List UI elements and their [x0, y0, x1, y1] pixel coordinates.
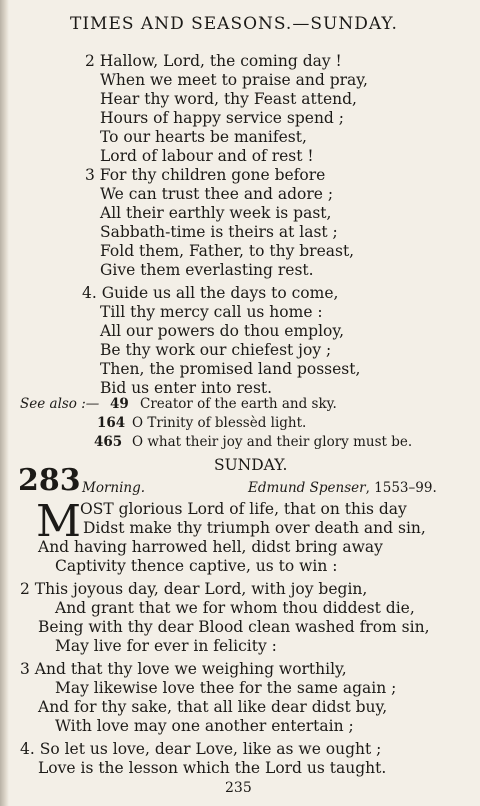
verse-line: To our hearts be manifest,: [100, 128, 307, 146]
hymn-line: 3 And that thy love we weighing worthily,: [20, 660, 347, 678]
running-header: TIMES AND SEASONS.—SUNDAY.: [70, 14, 398, 34]
hymn-line: With love may one another entertain ;: [55, 717, 354, 735]
hymn-title: SUNDAY.: [214, 456, 288, 474]
hymn-line: May likewise love thee for the same again ;: [55, 679, 397, 697]
hymn-line: And for thy sake, that all like dear didst buy,: [38, 698, 388, 716]
page-number: 235: [225, 780, 252, 796]
verse-line: Give them everlasting rest.: [100, 261, 314, 279]
verse-line: When we meet to praise and pray,: [100, 71, 368, 89]
verse-line: Fold them, Father, to thy breast,: [100, 242, 355, 260]
hymn-number: 283: [18, 463, 81, 498]
hymn-line: OST glorious Lord of life, that on this day: [80, 500, 407, 518]
verse-line: Lord of labour and of rest !: [100, 147, 314, 165]
hymn-author: Edmund Spenser: [248, 480, 366, 496]
hymn-author-dates: , 1553–99.: [365, 480, 437, 496]
hymn-line: 4. So let us love, dear Love, like as we ought ;: [20, 740, 382, 758]
see-also-ref-number: 465: [94, 434, 123, 450]
verse-line: Hear thy word, thy Feast attend,: [100, 90, 357, 108]
verse-line: Then, the promised land possest,: [100, 360, 361, 378]
hymn-line: Love is the lesson which the Lord us taught.: [38, 759, 387, 777]
verse-line: Sabbath-time is theirs at last ;: [100, 223, 338, 241]
verse-line: 2 Hallow, Lord, the coming day !: [85, 52, 342, 70]
hymn-line: And grant that we for whom thou diddest die,: [55, 599, 415, 617]
hymn-attribution: [248, 480, 437, 496]
page-binding-shadow: [0, 0, 9, 806]
verse-line: 3 For thy children gone before: [85, 166, 326, 184]
hymn-line: 2 This joyous day, dear Lord, with joy begin,: [20, 580, 368, 598]
see-also-ref-number: 49: [110, 396, 129, 412]
hymn-line: And having harrowed hell, didst bring away: [38, 538, 383, 556]
hymn-line: Didst make thy triumph over death and sin,: [83, 519, 426, 537]
verse-line: Till thy mercy call us home :: [100, 303, 323, 321]
hymn-time: Morning.: [82, 480, 146, 496]
see-also-ref-number: 164: [97, 415, 126, 431]
see-also-ref-title: Creator of the earth and sky.: [140, 396, 337, 412]
verse-line: All their earthly week is past,: [100, 204, 332, 222]
verse-line: All our powers do thou employ,: [100, 322, 345, 340]
verse-line: Bid us enter into rest.: [100, 379, 273, 397]
verse-line: Be thy work our chiefest joy ;: [100, 341, 332, 359]
verse-line: Hours of happy service spend ;: [100, 109, 345, 127]
hymn-line: May live for ever in felicity :: [55, 637, 277, 655]
drop-cap: M: [36, 496, 82, 547]
verse-line: 4. Guide us all the days to come,: [82, 284, 339, 302]
see-also-label: See also :—: [20, 396, 100, 412]
see-also-ref-title: O Trinity of blessèd light.: [132, 415, 307, 431]
hymn-line: Being with thy dear Blood clean washed from sin,: [38, 618, 430, 636]
see-also-ref-title: O what their joy and their glory must be.: [132, 434, 413, 450]
verse-line: We can trust thee and adore ;: [100, 185, 334, 203]
hymn-line: Captivity thence captive, us to win :: [55, 557, 338, 575]
